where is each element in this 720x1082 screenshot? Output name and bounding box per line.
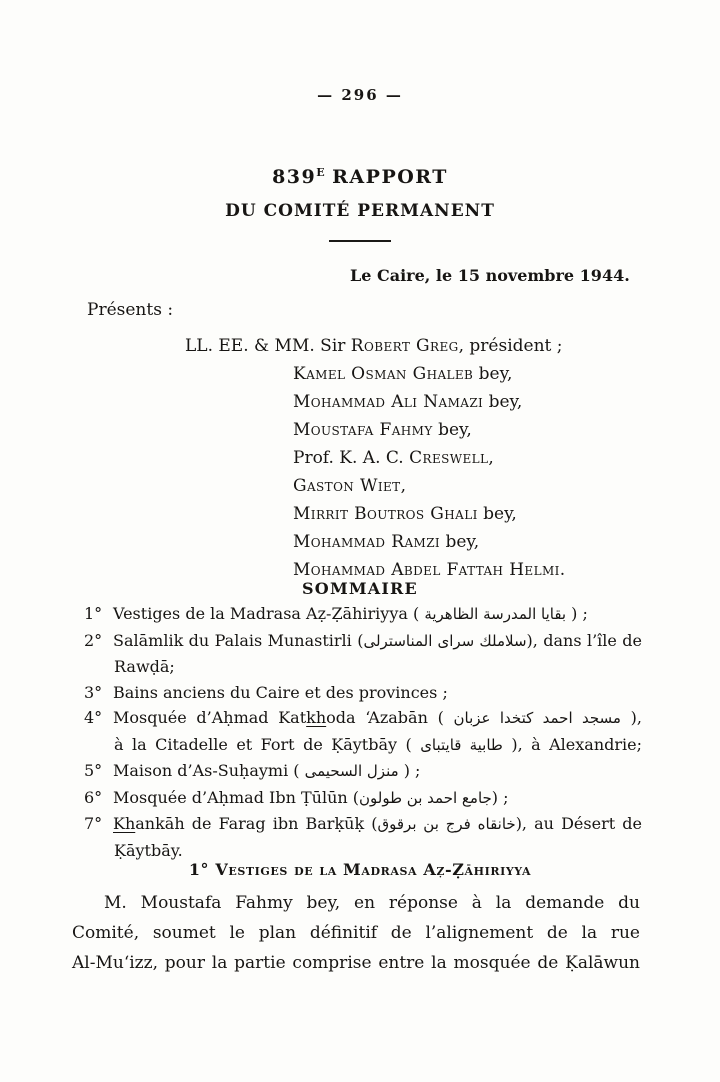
report-title-word: RAPPORT — [332, 166, 448, 188]
arabic-text: خانقاه فرج بن برقوق — [377, 815, 516, 833]
attendance-prefix: LL. EE. & MM. Sir — [185, 336, 351, 356]
report-title — [0, 166, 720, 188]
attendance-suffix: , — [400, 476, 406, 496]
sommaire-line — [84, 732, 642, 759]
section-heading: 1° Vestiges de la Madrasa Aẓ-Ẓāhiriyya — [188, 860, 532, 879]
attendee-name: Gaston Wiet — [293, 476, 401, 496]
item-number: 5° — [84, 761, 103, 780]
attendance-suffix: bey, — [483, 392, 523, 412]
attendance-line — [185, 360, 565, 388]
sommaire-item — [84, 758, 642, 785]
underlined-text: Kh — [113, 814, 136, 833]
arabic-text: مسجد احمد كتخدا عزبان — [453, 709, 621, 727]
sommaire-item — [84, 628, 642, 680]
arabic-text: سلاملك سراى المناسترلى — [363, 631, 527, 650]
sommaire-item — [84, 811, 642, 863]
attendance-line — [185, 528, 565, 556]
attendance-suffix: bey, — [477, 504, 517, 524]
item-text: ankāh de Farag ibn Barḳūḳ ( — [135, 814, 378, 833]
item-text: oda ‘Azabān ( — [326, 708, 454, 727]
page-number: — 296 — — [317, 86, 403, 104]
attendance-line — [185, 416, 565, 444]
attendee-name: Mohammad Abdel Fattah Helmi — [293, 560, 560, 580]
attendance-suffix: bey, — [473, 364, 513, 384]
attendee-name: Creswell — [409, 448, 489, 468]
sommaire-item — [84, 785, 642, 812]
presents-label: Présents : — [87, 300, 174, 320]
paragraph-line: Comité, soumet le plan définitif de l’alignement de la rue — [72, 923, 640, 943]
paragraph-line: M. Moustafa Fahmy bey, en réponse à la demande du — [104, 893, 640, 913]
sommaire-line — [84, 654, 642, 680]
attendance-line — [185, 332, 565, 360]
sommaire-line — [84, 811, 642, 838]
arabic-text: جامع احمد بن طولون — [359, 788, 492, 807]
item-number: 4° — [84, 708, 103, 727]
arabic-text: طابية قايتباى — [420, 735, 503, 754]
attendance-suffix: , — [488, 448, 494, 468]
sommaire-heading: SOMMAIRE — [302, 579, 418, 598]
item-text: Ḳāytbāy. — [114, 840, 183, 860]
sommaire-list — [84, 601, 642, 863]
item-number: 1° — [84, 604, 103, 623]
attendance-list — [185, 332, 565, 584]
attendance-suffix: bey, — [440, 532, 480, 552]
sommaire-line — [84, 601, 642, 628]
attendance-line — [185, 500, 565, 528]
item-text: Vestiges de la Madrasa Aẓ-Ẓāhiriyya ( — [113, 604, 425, 623]
sommaire-item — [84, 680, 642, 706]
attendance-suffix: bey, — [432, 420, 472, 440]
item-text: Bains anciens du Caire et des provinces ; — [113, 682, 448, 702]
underlined-text: kh — [306, 708, 327, 727]
report-subtitle: DU COMITÉ PERMANENT — [225, 201, 495, 221]
item-text: ), à Alexandrie; — [502, 734, 642, 754]
item-number: 3° — [84, 682, 103, 702]
report-title-number: 839 — [272, 166, 317, 188]
arabic-text: بقايا المدرسة الظاهرية — [424, 605, 567, 623]
item-text: ) ; — [398, 761, 421, 780]
item-text: à la Citadelle et Fort de Ḳāytbāy ( — [114, 734, 421, 754]
attendance-prefix: Prof. K. A. C. — [293, 448, 410, 468]
report-title-ordinal: E — [316, 166, 326, 179]
attendee-name: Mohammad Ramzi — [293, 532, 441, 552]
sommaire-line — [84, 705, 642, 732]
body-paragraph — [72, 888, 640, 978]
attendance-suffix: , président ; — [458, 336, 563, 356]
sommaire-line — [84, 758, 642, 785]
attendee-name: Kamel Osman Ghaleb — [293, 364, 474, 384]
dateline: Le Caire, le 15 novembre 1944. — [350, 266, 630, 285]
item-number: 7° — [84, 814, 103, 833]
item-text: ), — [620, 708, 642, 727]
attendee-name: Mohammad Ali Namazi — [293, 392, 484, 412]
item-number: 6° — [84, 787, 103, 807]
item-text: Maison d’As-Suḥaymi ( — [113, 761, 305, 780]
sommaire-line — [84, 680, 642, 706]
item-text: ) ; — [491, 787, 509, 807]
title-divider-rule — [329, 240, 391, 242]
item-text: ), dans l’île de — [526, 630, 642, 650]
arabic-text: منزل السحيمى — [304, 762, 399, 780]
sommaire-item — [84, 705, 642, 758]
attendance-line — [185, 472, 565, 500]
item-text: Mosquée d’Aḥmad Kat — [113, 708, 307, 727]
sommaire-line — [84, 785, 642, 812]
item-text: Rawḍā; — [114, 657, 175, 676]
attendee-name: Moustafa Fahmy — [293, 420, 433, 440]
attendee-name: Mirrit Boutros Ghali — [293, 504, 478, 524]
item-text: Mosquée d’Aḥmad Ibn Ṭūlūn ( — [113, 787, 360, 807]
paragraph-line: Al-Mu‘izz, pour la partie comprise entre la mosquée de Ḳalāwun — [72, 953, 640, 973]
attendance-suffix: . — [559, 560, 566, 580]
item-text: ) ; — [566, 604, 588, 623]
item-text: Salāmlik du Palais Munastirli ( — [113, 630, 364, 650]
sommaire-item — [84, 601, 642, 628]
attendance-line — [185, 444, 565, 472]
item-number: 2° — [84, 630, 103, 650]
attendance-line — [185, 388, 565, 416]
sommaire-line — [84, 628, 642, 655]
item-text: ), au Désert de — [515, 814, 642, 833]
attendee-name: Robert Greg — [350, 336, 459, 356]
